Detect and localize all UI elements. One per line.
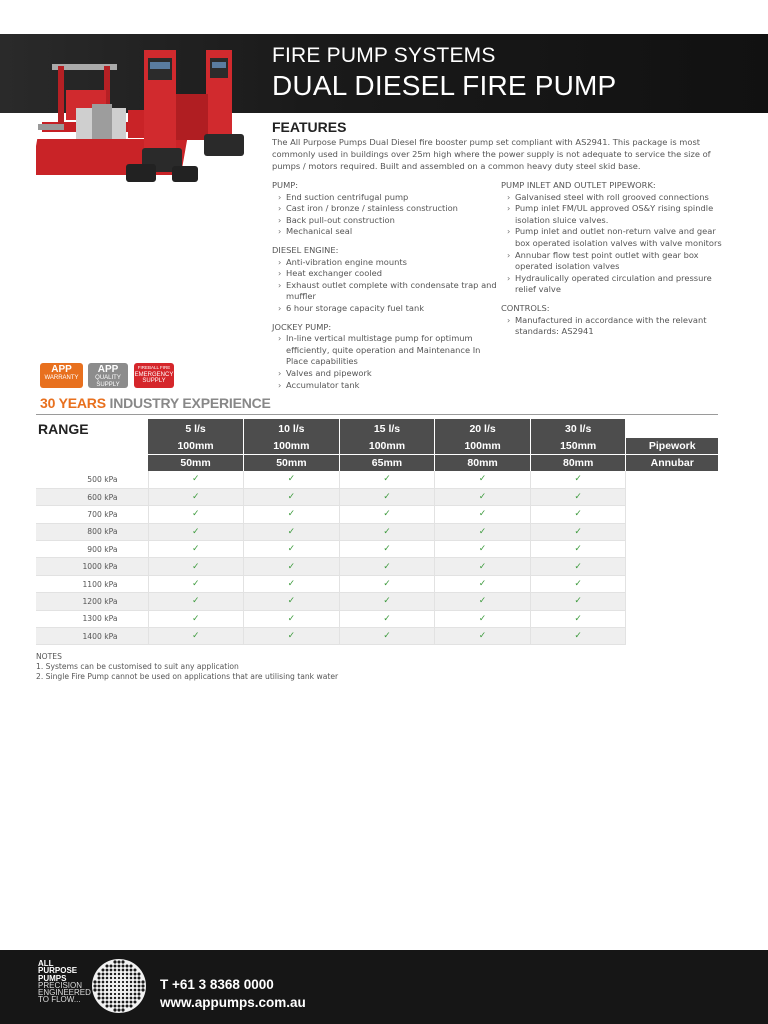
list-item: › Valves and pipework — [272, 368, 497, 380]
list-item: › Manufactured in accordance with the relevant standards: AS2941 — [501, 315, 726, 338]
annubar-size: 50mm — [148, 454, 244, 471]
list-item: › Exhaust outlet complete with condensate trap and muffler — [272, 280, 497, 303]
list-item: › End suction centrifugal pump — [272, 192, 497, 204]
experience-text: INDUSTRY EXPERIENCE — [109, 395, 271, 411]
pipework-size: 100mm — [435, 438, 531, 454]
list-item: › Heat exchanger cooled — [272, 268, 497, 280]
badge-bottom-text: WARRANTY — [44, 375, 79, 381]
check-icon: ✓ — [244, 488, 340, 505]
check-icon: ✓ — [339, 471, 435, 488]
list-item: › Accumulator tank — [272, 380, 497, 392]
list-item: › Anti-vibration engine mounts — [272, 257, 497, 269]
pump-feature-list — [272, 192, 497, 238]
pipework-row — [36, 438, 718, 454]
pressure-label: 900 kPa — [36, 541, 148, 558]
check-icon: ✓ — [244, 471, 340, 488]
table-row — [36, 506, 718, 523]
page-supertitle: FIRE PUMP SYSTEMS — [272, 44, 496, 67]
check-icon: ✓ — [148, 610, 244, 627]
section-title-diesel-engine: DIESEL ENGINE: — [272, 244, 339, 255]
annubar-size: 80mm — [530, 454, 626, 471]
check-icon: ✓ — [148, 558, 244, 575]
check-icon: ✓ — [148, 488, 244, 505]
badge-bottom-text: SUPPLY — [142, 378, 166, 384]
footer-website-link[interactable]: www.appumps.com.au — [160, 995, 306, 1010]
logo-line: ENGINEERED — [38, 988, 91, 998]
check-icon: ✓ — [244, 575, 340, 592]
flow-header: 5 l/s — [148, 419, 244, 438]
check-icon: ✓ — [244, 506, 340, 523]
pressure-rows — [36, 471, 718, 645]
check-icon: ✓ — [530, 610, 626, 627]
table-row — [36, 488, 718, 505]
check-icon: ✓ — [435, 575, 531, 592]
table-row — [36, 610, 718, 627]
emergency-supply-badge — [134, 363, 174, 388]
badge-bottom-text: EMERGENCY — [134, 371, 174, 378]
annubar-size: 50mm — [244, 454, 340, 471]
pipework-feature-list — [501, 192, 726, 296]
check-icon: ✓ — [339, 541, 435, 558]
experience-years: 30 YEARS — [40, 395, 106, 411]
list-item: › Pump inlet FM/UL approved OS&Y rising spindle isolation sluice valves. — [501, 203, 726, 226]
list-item: › Galvanised steel with roll grooved connections — [501, 192, 726, 204]
check-icon: ✓ — [244, 523, 340, 540]
check-icon: ✓ — [148, 593, 244, 610]
annubar-size: 65mm — [339, 454, 435, 471]
list-item: › Annubar flow test point outlet with gear box operated isolation valves — [501, 250, 726, 273]
jockey-pump-feature-list — [272, 333, 497, 391]
note-item: 2. Single Fire Pump cannot be used on applications that are utilising tank water — [36, 672, 339, 681]
app-quality-supply-badge — [88, 363, 128, 388]
pressure-label: 800 kPa — [36, 523, 148, 540]
list-item: › Back pull-out construction — [272, 215, 497, 227]
footer-phone[interactable]: T +61 3 8368 0000 — [160, 977, 274, 992]
check-icon: ✓ — [148, 523, 244, 540]
section-title-pipework: PUMP INLET AND OUTLET PIPEWORK: — [501, 180, 656, 190]
logo-line: PURPOSE — [38, 966, 78, 976]
table-row — [36, 628, 718, 645]
flow-header: 20 l/s — [435, 419, 531, 438]
logo-line: PUMPS — [38, 973, 67, 983]
section-divider — [36, 414, 718, 415]
logo-line: ALL — [38, 959, 54, 968]
check-icon: ✓ — [530, 558, 626, 575]
features-heading: FEATURES — [272, 119, 347, 135]
list-item: › In-line vertical multistage pump for optimum efficiently, quite operation and Maintenance In Place capabilities — [272, 333, 497, 368]
check-icon: ✓ — [339, 506, 435, 523]
badge-top-text: APP — [51, 364, 72, 375]
section-title-jockey-pump: JOCKEY PUMP: — [272, 321, 332, 332]
check-icon: ✓ — [530, 471, 626, 488]
company-logo-text — [38, 960, 91, 1004]
check-icon: ✓ — [244, 558, 340, 575]
page-title: DUAL DIESEL FIRE PUMP — [272, 70, 617, 101]
pressure-label: 700 kPa — [36, 506, 148, 523]
check-icon: ✓ — [244, 541, 340, 558]
section-title-controls: CONTROLS: — [501, 302, 550, 313]
check-icon: ✓ — [435, 488, 531, 505]
logo-line: PRECISION — [38, 980, 83, 990]
features-left-column — [272, 180, 497, 391]
pressure-label: 1400 kPa — [36, 628, 148, 645]
check-icon: ✓ — [148, 628, 244, 645]
check-icon: ✓ — [435, 610, 531, 627]
annubar-row — [36, 454, 718, 471]
check-icon: ✓ — [435, 541, 531, 558]
pipework-size: 100mm — [148, 438, 244, 454]
check-icon: ✓ — [530, 506, 626, 523]
check-icon: ✓ — [244, 593, 340, 610]
check-icon: ✓ — [530, 523, 626, 540]
features-intro: The All Purpose Pumps Dual Diesel fire booster pump set compliant with AS2941. This package is most commonly used in buildings over 25m high where the power supply is not adequate to service the size of pumps / motors required. Built and assembled on a common heavy duty steel skid base. — [272, 137, 711, 171]
flow-header-row — [36, 419, 718, 438]
check-icon: ✓ — [244, 610, 340, 627]
check-icon: ✓ — [339, 523, 435, 540]
check-icon: ✓ — [339, 575, 435, 592]
list-item: › Mechanical seal — [272, 226, 497, 238]
check-icon: ✓ — [530, 628, 626, 645]
pressure-label: 500 kPa — [36, 471, 148, 488]
table-row — [36, 575, 718, 592]
check-icon: ✓ — [148, 471, 244, 488]
check-icon: ✓ — [148, 575, 244, 592]
diesel-engine-feature-list — [272, 257, 497, 315]
flow-header: 10 l/s — [244, 419, 340, 438]
features-right-column — [501, 180, 726, 338]
check-icon: ✓ — [530, 575, 626, 592]
dotted-sphere-logo-icon — [90, 957, 148, 1015]
table-row — [36, 523, 718, 540]
pipework-size: 150mm — [530, 438, 626, 454]
check-icon: ✓ — [148, 506, 244, 523]
range-label: RANGE — [38, 421, 89, 437]
dual-diesel-pump-image — [36, 44, 266, 194]
table-row — [36, 593, 718, 610]
annubar-label: Annubar — [626, 454, 718, 471]
check-icon: ✓ — [339, 488, 435, 505]
list-item: › Cast iron / bronze / stainless construction — [272, 203, 497, 215]
app-warranty-badge — [40, 363, 83, 388]
range-table — [36, 419, 718, 645]
pipework-size: 100mm — [339, 438, 435, 454]
pressure-label: 1100 kPa — [36, 575, 148, 592]
pressure-label: 1300 kPa — [36, 610, 148, 627]
pipework-label: Pipework — [626, 438, 718, 454]
check-icon: ✓ — [244, 628, 340, 645]
check-icon: ✓ — [339, 610, 435, 627]
check-icon: ✓ — [435, 558, 531, 575]
check-icon: ✓ — [530, 593, 626, 610]
check-icon: ✓ — [435, 506, 531, 523]
check-icon: ✓ — [435, 523, 531, 540]
check-icon: ✓ — [339, 558, 435, 575]
badge-top-text: FIREBALL FIRE — [137, 365, 171, 370]
experience-tagline — [40, 395, 271, 411]
pressure-label: 1000 kPa — [36, 558, 148, 575]
flow-header: 15 l/s — [339, 419, 435, 438]
check-icon: ✓ — [435, 593, 531, 610]
check-icon: ✓ — [435, 628, 531, 645]
badge-top-text: APP — [97, 364, 119, 375]
controls-feature-list — [501, 315, 726, 338]
pressure-label: 1200 kPa — [36, 593, 148, 610]
notes-title: NOTES — [36, 652, 62, 661]
check-icon: ✓ — [530, 541, 626, 558]
pipework-size: 100mm — [244, 438, 340, 454]
table-row — [36, 541, 718, 558]
annubar-size: 80mm — [435, 454, 531, 471]
list-item: › 6 hour storage capacity fuel tank — [272, 303, 497, 315]
check-icon: ✓ — [339, 593, 435, 610]
badge-bottom-text: SUPPLY — [96, 381, 120, 388]
check-icon: ✓ — [530, 488, 626, 505]
logo-line: TO FLOW... — [38, 995, 81, 1005]
check-icon: ✓ — [148, 541, 244, 558]
pressure-label: 600 kPa — [36, 488, 148, 505]
note-item: 1. Systems can be customised to suit any application — [36, 662, 239, 671]
section-title-pump: PUMP: — [272, 180, 299, 190]
table-row — [36, 558, 718, 575]
list-item: › Pump inlet and outlet non-return valve and gear box operated isolation valves with valve monitors — [501, 226, 726, 249]
notes — [36, 652, 338, 682]
check-icon: ✓ — [339, 628, 435, 645]
list-item: › Hydraulically operated circulation and pressure relief valve — [501, 273, 726, 296]
check-icon: ✓ — [435, 471, 531, 488]
flow-header: 30 l/s — [530, 419, 626, 438]
range-label-cell — [36, 419, 148, 438]
badge-bottom-text: QUALITY — [95, 375, 121, 381]
table-row — [36, 471, 718, 488]
